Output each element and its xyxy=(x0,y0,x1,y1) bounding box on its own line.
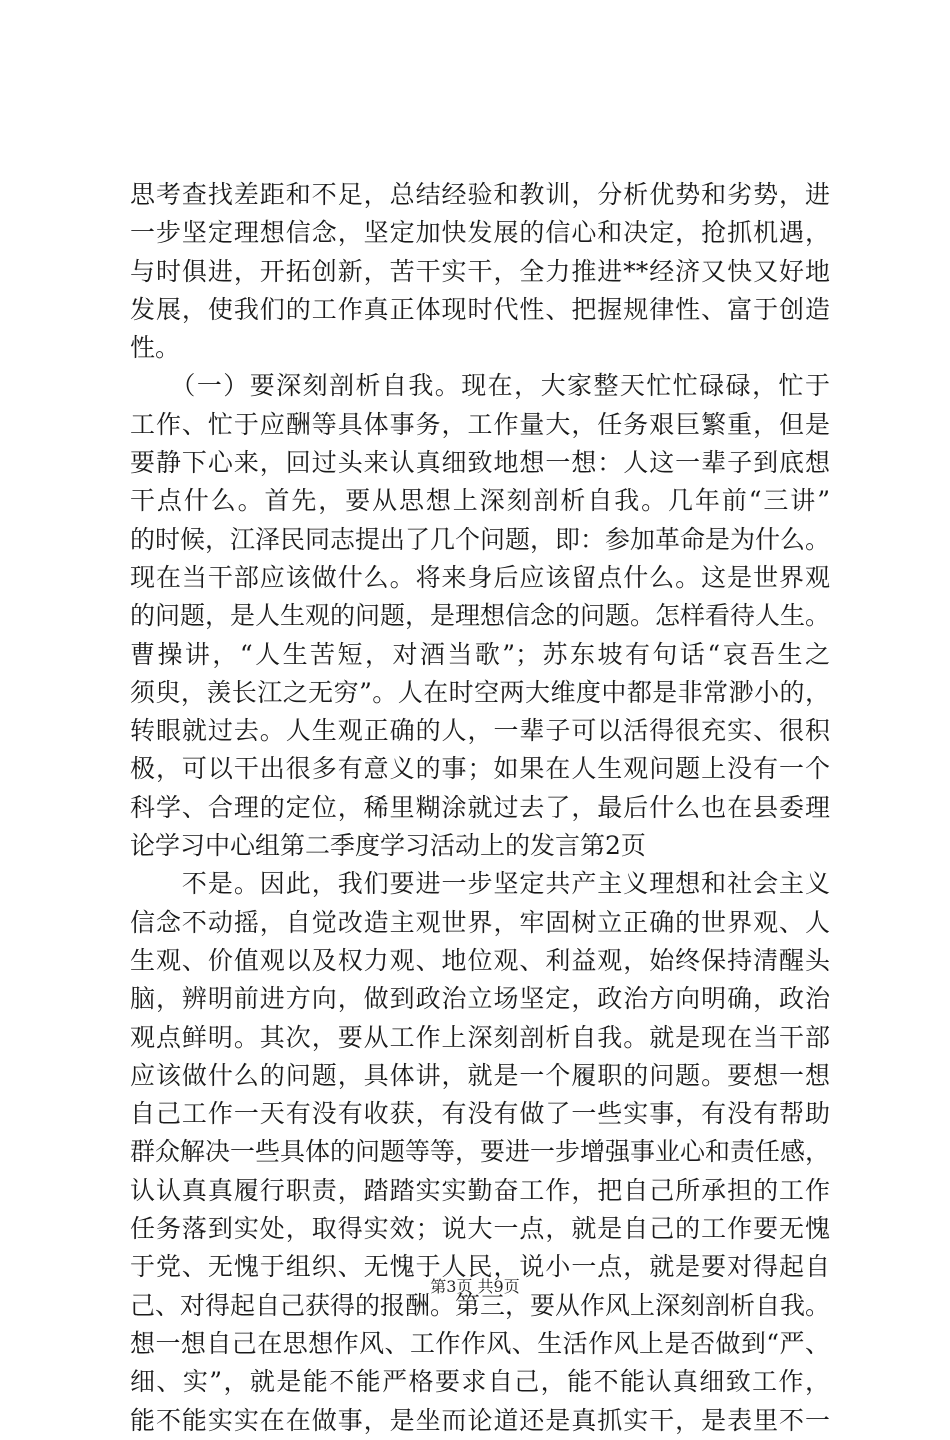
text-line: （一）要深刻剖析自我。现在，大家整天忙忙碌碌，忙于 xyxy=(130,371,830,401)
body-text xyxy=(130,176,830,1440)
text-line: 性。 xyxy=(130,333,181,363)
text-line: 干点什么。首先，要从思想上深刻剖析自我。几年前“三讲” xyxy=(130,486,830,516)
text-line: 己、对得起自己获得的报酬。第三，要从作风上深刻剖析自我。 xyxy=(130,1290,830,1320)
text-line: 工作、忙于应酬等具体事务，工作量大，任务艰巨繁重，但是 xyxy=(130,409,830,439)
text-line: 现在当干部应该做什么。将来身后应该留点什么。这是世界观 xyxy=(130,562,830,592)
text-line: 认认真真履行职责，踏踏实实勤奋工作，把自己所承担的工作 xyxy=(130,1175,830,1205)
text-line: 群众解决一些具体的问题等等，要进一步增强事业心和责任感， xyxy=(130,1137,830,1167)
text-line: 不是。因此，我们要进一步坚定共产主义理想和社会主义 xyxy=(130,869,830,899)
text-line: 极，可以干出很多有意义的事；如果在人生观问题上没有一个 xyxy=(130,754,830,784)
text-line: 转眼就过去。人生观正确的人，一辈子可以活得很充实、很积 xyxy=(130,716,830,746)
text-line: 信念不动摇，自觉改造主观世界，牢固树立正确的世界观、人 xyxy=(130,907,830,937)
text-line: 任务落到实处，取得实效；说大一点，就是自己的工作要无愧 xyxy=(130,1214,830,1244)
text-line: 发展，使我们的工作真正体现时代性、把握规律性、富于创造 xyxy=(130,294,830,324)
text-line: 一步坚定理想信念，坚定加快发展的信心和决定，抢抓机遇， xyxy=(130,218,830,248)
text-line: 应该做什么的问题，具体讲，就是一个履职的问题。要想一想 xyxy=(130,1060,830,1090)
text-line: 的时候，江泽民同志提出了几个问题，即：参加革命是为什么。 xyxy=(130,524,830,554)
text-line: 脑，辨明前进方向，做到政治立场坚定，政治方向明确，政治 xyxy=(130,984,830,1014)
text-line: 观点鲜明。其次，要从工作上深刻剖析自我。就是现在当干部 xyxy=(130,1022,830,1052)
text-line: 思考查找差距和不足，总结经验和教训，分析优势和劣势，进 xyxy=(130,180,830,209)
text-line: 曹操讲，“人生苦短，对酒当歌”；苏东坡有句话“哀吾生之 xyxy=(130,639,830,669)
text-line: 自己工作一天有没有收获，有没有做了一些实事，有没有帮助 xyxy=(130,1099,830,1129)
text-line: 生观、价值观以及权力观、地位观、利益观，始终保持清醒头 xyxy=(130,945,830,975)
text-line: 论学习中心组第二季度学习活动上的发言第2页 xyxy=(130,831,646,861)
text-line: 要静下心来，回过头来认真细致地想一想：人这一辈子到底想 xyxy=(130,448,830,478)
text-line: 科学、合理的定位，稀里糊涂就过去了，最后什么也在县委理 xyxy=(130,792,830,822)
text-line: 想一想自己在思想作风、工作作风、生活作风上是否做到“严、 xyxy=(130,1328,830,1358)
text-line: 能不能实实在在做事，是坐而论道还是真抓实干，是表里不一 xyxy=(130,1405,830,1435)
text-line: 须臾，羡长江之无穷”。人在时空两大维度中都是非常渺小的， xyxy=(130,677,830,707)
text-line: 与时俱进，开拓创新，苦干实干，全力推进**经济又快又好地 xyxy=(130,256,830,286)
page-number-label: 第3页 共9页 xyxy=(430,1277,520,1296)
text-line: 的问题，是人生观的问题，是理想信念的问题。怎样看待人生。 xyxy=(130,601,830,631)
text-line: 于党、无愧于组织、无愧于人民，说小一点，就是要对得起自 xyxy=(130,1252,830,1282)
page-footer xyxy=(0,1274,950,1297)
text-line: 细、实”，就是能不能严格要求自己，能不能认真细致工作， xyxy=(130,1367,830,1397)
